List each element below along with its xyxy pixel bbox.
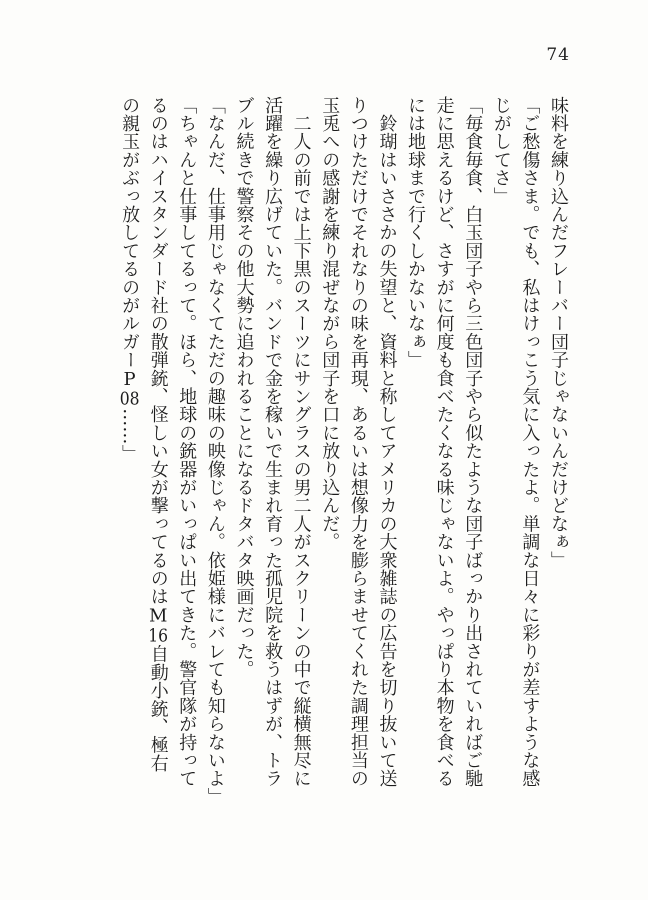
text-column: には地球まで行くしかないなぁ」: [405, 96, 427, 369]
paragraph-6: [200, 96, 229, 808]
text-column: 「ちゃんと仕事してるって。ほら、地球の銃器がいっぱい出てきた。警官隊が持って: [176, 96, 198, 788]
text-column: 走に思えるけど、さすがに何度も食べたくなる味じゃないよ。やっぱり本物を食べる: [433, 96, 455, 788]
text-column: りつけただけでそれなりの味を再現、あるいは想像力を膨らませてくれた調理担当の: [347, 96, 369, 788]
text-column: 活躍を繰り広げていた。バンドで金を稼いで生まれ育った孤児院を救うはずが、トラ: [262, 96, 284, 788]
text-column: 「なんだ、仕事用じゃなくてただの趣味の映像じゃん。依姫様にバレても知らないよ」: [204, 96, 226, 806]
text-column: 鈴瑚はいささかの失望と、資料と称してアメリカの大衆雑誌の広告を切り抜いて送: [376, 96, 398, 788]
text-column: じがしてさ」: [490, 96, 512, 206]
paragraph-5: [229, 96, 315, 808]
text-segment: の親玉がぶっ放してるのがルガー: [119, 96, 141, 369]
page-number: 74: [546, 45, 570, 65]
paragraph-1: [543, 96, 572, 808]
text-column: [115, 96, 144, 808]
text-column: ブル続きで警察その他大勢に追われることになるドタバタ映画だった。: [233, 96, 255, 679]
text-column: 二人の前では上下黒のスーツにサングラスの男二人がスクリーンの中で縦横無尽に: [290, 96, 312, 788]
paragraph-3: [400, 96, 486, 808]
text-segment: るのはハイスタンダード社の散弾銃、怪しい女が撃ってるのは: [147, 96, 169, 606]
text-column: 「ご愁傷さま。でも、私はけっこう気に入ったよ。単調な日々に彩りが差すような感: [519, 96, 541, 788]
text-column: [143, 96, 172, 808]
paragraph-4: [315, 96, 401, 808]
text-segment: ……」: [119, 408, 141, 463]
text-column: 玉兎への感謝を練り混ぜながら団子を口に放り込んだ。: [319, 96, 341, 551]
text-segment: 自動小銃、極右: [147, 644, 169, 773]
text-column: 「毎食毎食、白玉団子やら三色団子やら似たような団子ばっかり出されていればご馳: [462, 96, 484, 788]
tatechuyoko-number: 16: [148, 626, 169, 645]
latin-letter-upright: P: [119, 369, 141, 391]
text-column: 味料を練り込んだフレーバー団子じゃないんだけどなぁ」: [548, 96, 569, 570]
latin-letter-upright: M: [147, 605, 169, 627]
paragraph-7: [115, 96, 201, 808]
tatechuyoko-number: 08: [119, 390, 140, 409]
body-text: [115, 96, 573, 808]
paragraph-2: [486, 96, 543, 808]
